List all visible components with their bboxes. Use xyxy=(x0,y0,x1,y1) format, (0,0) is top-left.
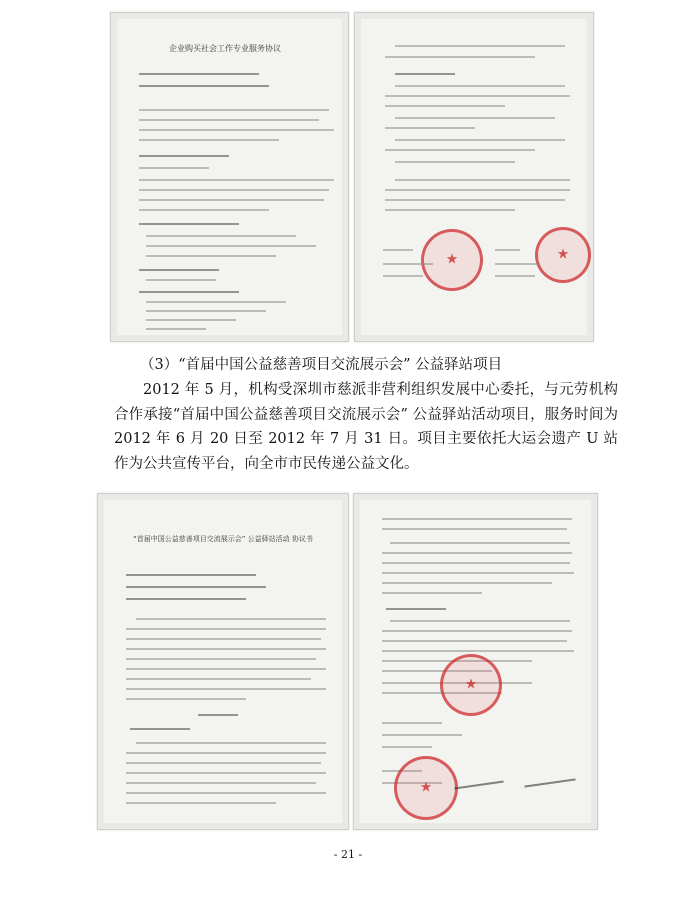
page-number: - 21 - xyxy=(333,848,363,861)
scanned-agreement-page-2 xyxy=(353,493,598,830)
red-seal-stamp xyxy=(440,654,502,716)
scanned-contract-page-2 xyxy=(354,12,594,342)
body-paragraph-text: 2012 年 5 月，机构受深圳市慈派非营利组织发展中心委托，与元劳机构合作承接“首届中国公益慈善项目交流展示会” 公益驿站活动项目，服务时间为 2012 年 6 月 20 日至 2012 年 7 月 31 日。项目主要依托大运会遗产 U 站作为公共宣传平台，向全市市民传递公益文化。 xyxy=(114,382,618,472)
scanned-contract-title: 企业购买社会工作专业服务协议 xyxy=(169,44,281,53)
section-heading: （3）“首届中国公益慈善项目交流展示会” 公益驿站项目 xyxy=(140,357,503,373)
red-seal-stamp xyxy=(421,229,483,291)
red-seal-stamp xyxy=(535,227,591,283)
red-seal-stamp xyxy=(394,756,458,820)
body-paragraph xyxy=(114,378,618,476)
scanned-contract-page-1 xyxy=(110,12,349,342)
scanned-agreement-title: “首届中国公益慈善项目交流展示会” 公益驿站活动 协议书 xyxy=(133,535,313,543)
scanned-agreement-page-1 xyxy=(97,493,349,830)
